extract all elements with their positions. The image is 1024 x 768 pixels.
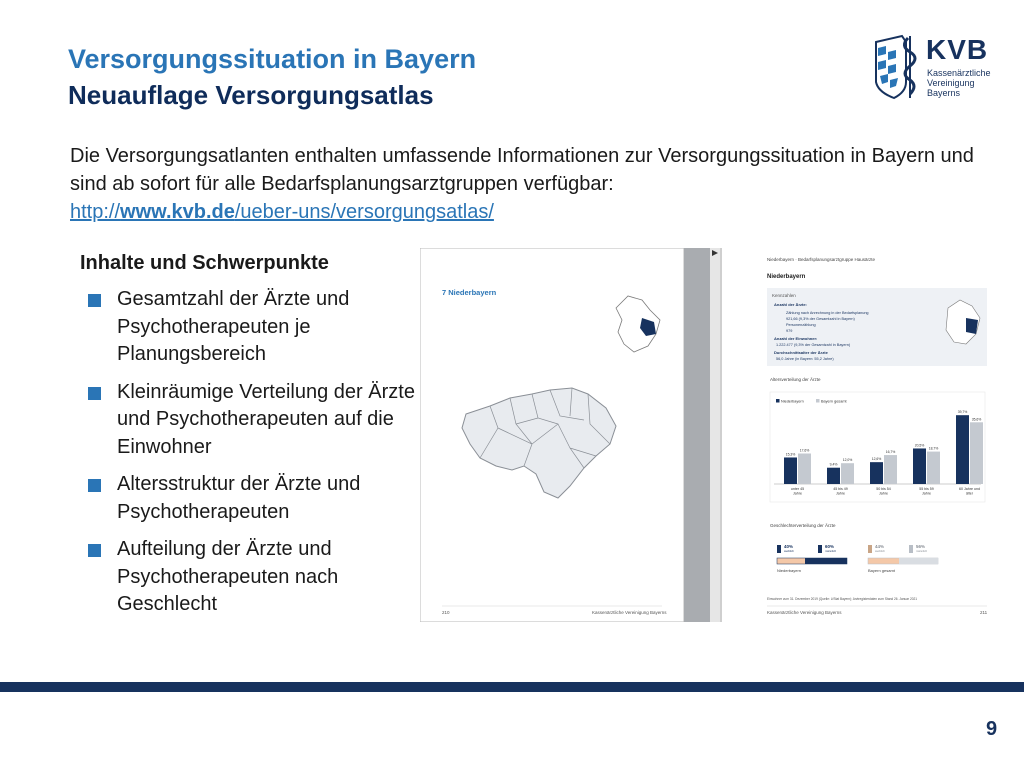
- list-item: Altersstruktur der Ärzte und Psychotherapeuten: [88, 471, 423, 526]
- chart-bar: [870, 462, 883, 484]
- gender-male-value: 56%: [916, 544, 926, 549]
- bar-value-label: 35,6%: [971, 417, 982, 422]
- logo-brand: KVB: [926, 34, 989, 65]
- scrollbar[interactable]: [710, 248, 720, 622]
- category-label: Jahre: [922, 491, 931, 496]
- chart-bar: [913, 448, 926, 484]
- gender-region-name: Bayern gesamt: [868, 568, 895, 573]
- left-page-footer: Kassenärztliche Vereinigung Bayerns: [592, 610, 667, 615]
- kpi-value: 921,66 (9,3% der Gesamtzahl in Bayern): [786, 317, 855, 321]
- female-figure-icon: [777, 545, 781, 553]
- kpi-region-highlight: [966, 318, 978, 334]
- category-label: Jahre: [879, 491, 888, 496]
- category-label: unter 45: [790, 487, 805, 491]
- gender-bar-male: [899, 558, 938, 564]
- chart-bar: [841, 463, 854, 484]
- kpi-label: Anzahl der Ärzte:: [774, 302, 807, 307]
- category-label: Jahre: [836, 491, 845, 496]
- bar-value-label: 16,7%: [885, 450, 896, 455]
- legend-label: Niederbayern: [781, 399, 804, 404]
- bar-value-label: 18,7%: [928, 446, 939, 451]
- right-page-footer: Kassenärztliche Vereinigung Bayerns: [767, 610, 842, 615]
- gender-female-value: 40%: [784, 544, 794, 549]
- gender-female-label: weiblich: [875, 549, 885, 553]
- content-bullet-list: [88, 286, 423, 629]
- category-label: 50 bis 54: [876, 487, 891, 491]
- chart-bar: [884, 455, 897, 484]
- bar-value-label: 39,7%: [957, 410, 968, 415]
- age-chart-heading: Altersverteilung der Ärzte: [770, 377, 821, 382]
- kpi-value: Zählung nach Anrechnung in der Bedarfsplanung: [786, 311, 869, 315]
- logo-subline: Kassenärztliche Vereinigung Bayerns: [927, 68, 991, 98]
- square-bullet-icon: [88, 544, 101, 557]
- kvb-logo: [872, 34, 992, 100]
- square-bullet-icon: [88, 294, 101, 307]
- bar-value-label: 12,0%: [842, 458, 853, 463]
- intro-text: Die Versorgungsatlanten enthalten umfassende Informationen zur Versorgungssituation in Bayern und sind ab sofort für alle Bedarfsplanungsarztgruppen verfügbar:: [70, 145, 974, 195]
- category-label: Jahre: [793, 491, 802, 496]
- gender-male-label: männlich: [825, 549, 837, 553]
- list-item: Gesamtzahl der Ärzte und Psychotherapeuten je Planungsbereich: [88, 286, 423, 369]
- region-title: Niederbayern: [767, 274, 806, 280]
- male-figure-icon: [818, 545, 822, 553]
- versorgungsatlas-link[interactable]: http://www.kvb.de/ueber-uns/versorgungsatlas/: [70, 201, 494, 223]
- list-item: Kleinräumige Verteilung der Ärzte und Psychotherapeuten auf die Einwohner: [88, 379, 423, 462]
- chart-bar: [784, 457, 797, 484]
- bar-value-label: 20,5%: [914, 443, 925, 448]
- gender-male-value: 60%: [825, 544, 835, 549]
- legend-swatch: [816, 399, 820, 403]
- kpi-value: Personenzählung: [786, 323, 816, 327]
- male-figure-icon: [909, 545, 913, 553]
- kpi-value: 1.222.477 (9,3% der Gesamtzahl in Bayern): [776, 343, 851, 347]
- footer-bar: [0, 682, 1024, 692]
- breadcrumb: Niederbayern · Bedarfsplanungsarztgruppe Hausärzte: [767, 257, 876, 262]
- chart-bar: [970, 422, 983, 484]
- bar-value-label: 9,4%: [829, 462, 838, 467]
- chapter-title: 7 Niederbayern: [442, 288, 497, 297]
- kpi-label: Anzahl der Einwohner:: [774, 336, 818, 341]
- legend-swatch: [776, 399, 780, 403]
- chart-bar: [927, 452, 940, 484]
- kvb-emblem-icon: [872, 34, 922, 100]
- kpi-value: 56,0 Jahre (in Bayern: 55,2 Jahre): [776, 357, 834, 361]
- chart-bar: [827, 468, 840, 484]
- female-figure-icon: [868, 545, 872, 553]
- atlas-preview: [420, 248, 1008, 622]
- kpi-label: Durchschnittsalter der Ärzte: [774, 350, 828, 355]
- slide-title: Versorgungssituation in Bayern: [68, 44, 477, 74]
- kpi-box-title: Kennzahlen: [772, 293, 796, 298]
- legend-label: Bayern gesamt: [821, 399, 847, 404]
- category-label: älter: [966, 491, 973, 496]
- gender-female-label: weiblich: [784, 549, 794, 553]
- atlas-spread: [420, 248, 1008, 622]
- gender-female-value: 44%: [875, 544, 885, 549]
- category-label: 55 bis 59: [919, 487, 934, 491]
- left-page-number: 210: [442, 610, 450, 615]
- category-label: 60 Jahre und: [959, 487, 980, 491]
- gender-region-name: Niederbayern: [777, 568, 802, 573]
- bar-value-label: 17,6%: [799, 448, 810, 453]
- category-label: 45 bis 49: [833, 487, 848, 491]
- square-bullet-icon: [88, 479, 101, 492]
- chart-bar: [956, 415, 969, 484]
- slide-subtitle: Neuauflage Versorgungsatlas: [68, 80, 434, 110]
- intro-paragraph: [70, 142, 1000, 226]
- chart-bar: [798, 453, 811, 484]
- gender-bar-male: [805, 558, 847, 564]
- gender-chart-heading: Geschlechterverteilung der Ärzte: [770, 523, 836, 528]
- gender-male-label: männlich: [916, 549, 928, 553]
- content-heading: Inhalte und Schwerpunkte: [80, 252, 329, 274]
- list-item: Aufteilung der Ärzte und Psychotherapeuten nach Geschlecht: [88, 536, 423, 619]
- source-note: Einwohner zum 31. Dezember 2019 (Quelle: LfStat Bayern); Arztregisterdaten zum Stand 26. Januar 2021: [767, 597, 918, 601]
- square-bullet-icon: [88, 387, 101, 400]
- kpi-value: 979: [786, 329, 793, 333]
- page-number: 9: [986, 718, 998, 740]
- right-page-number: 211: [980, 610, 988, 615]
- bar-value-label: 15,3%: [785, 452, 796, 457]
- gutter-edge: [720, 248, 722, 622]
- page-gutter: [684, 248, 710, 622]
- bar-value-label: 12,6%: [871, 457, 882, 462]
